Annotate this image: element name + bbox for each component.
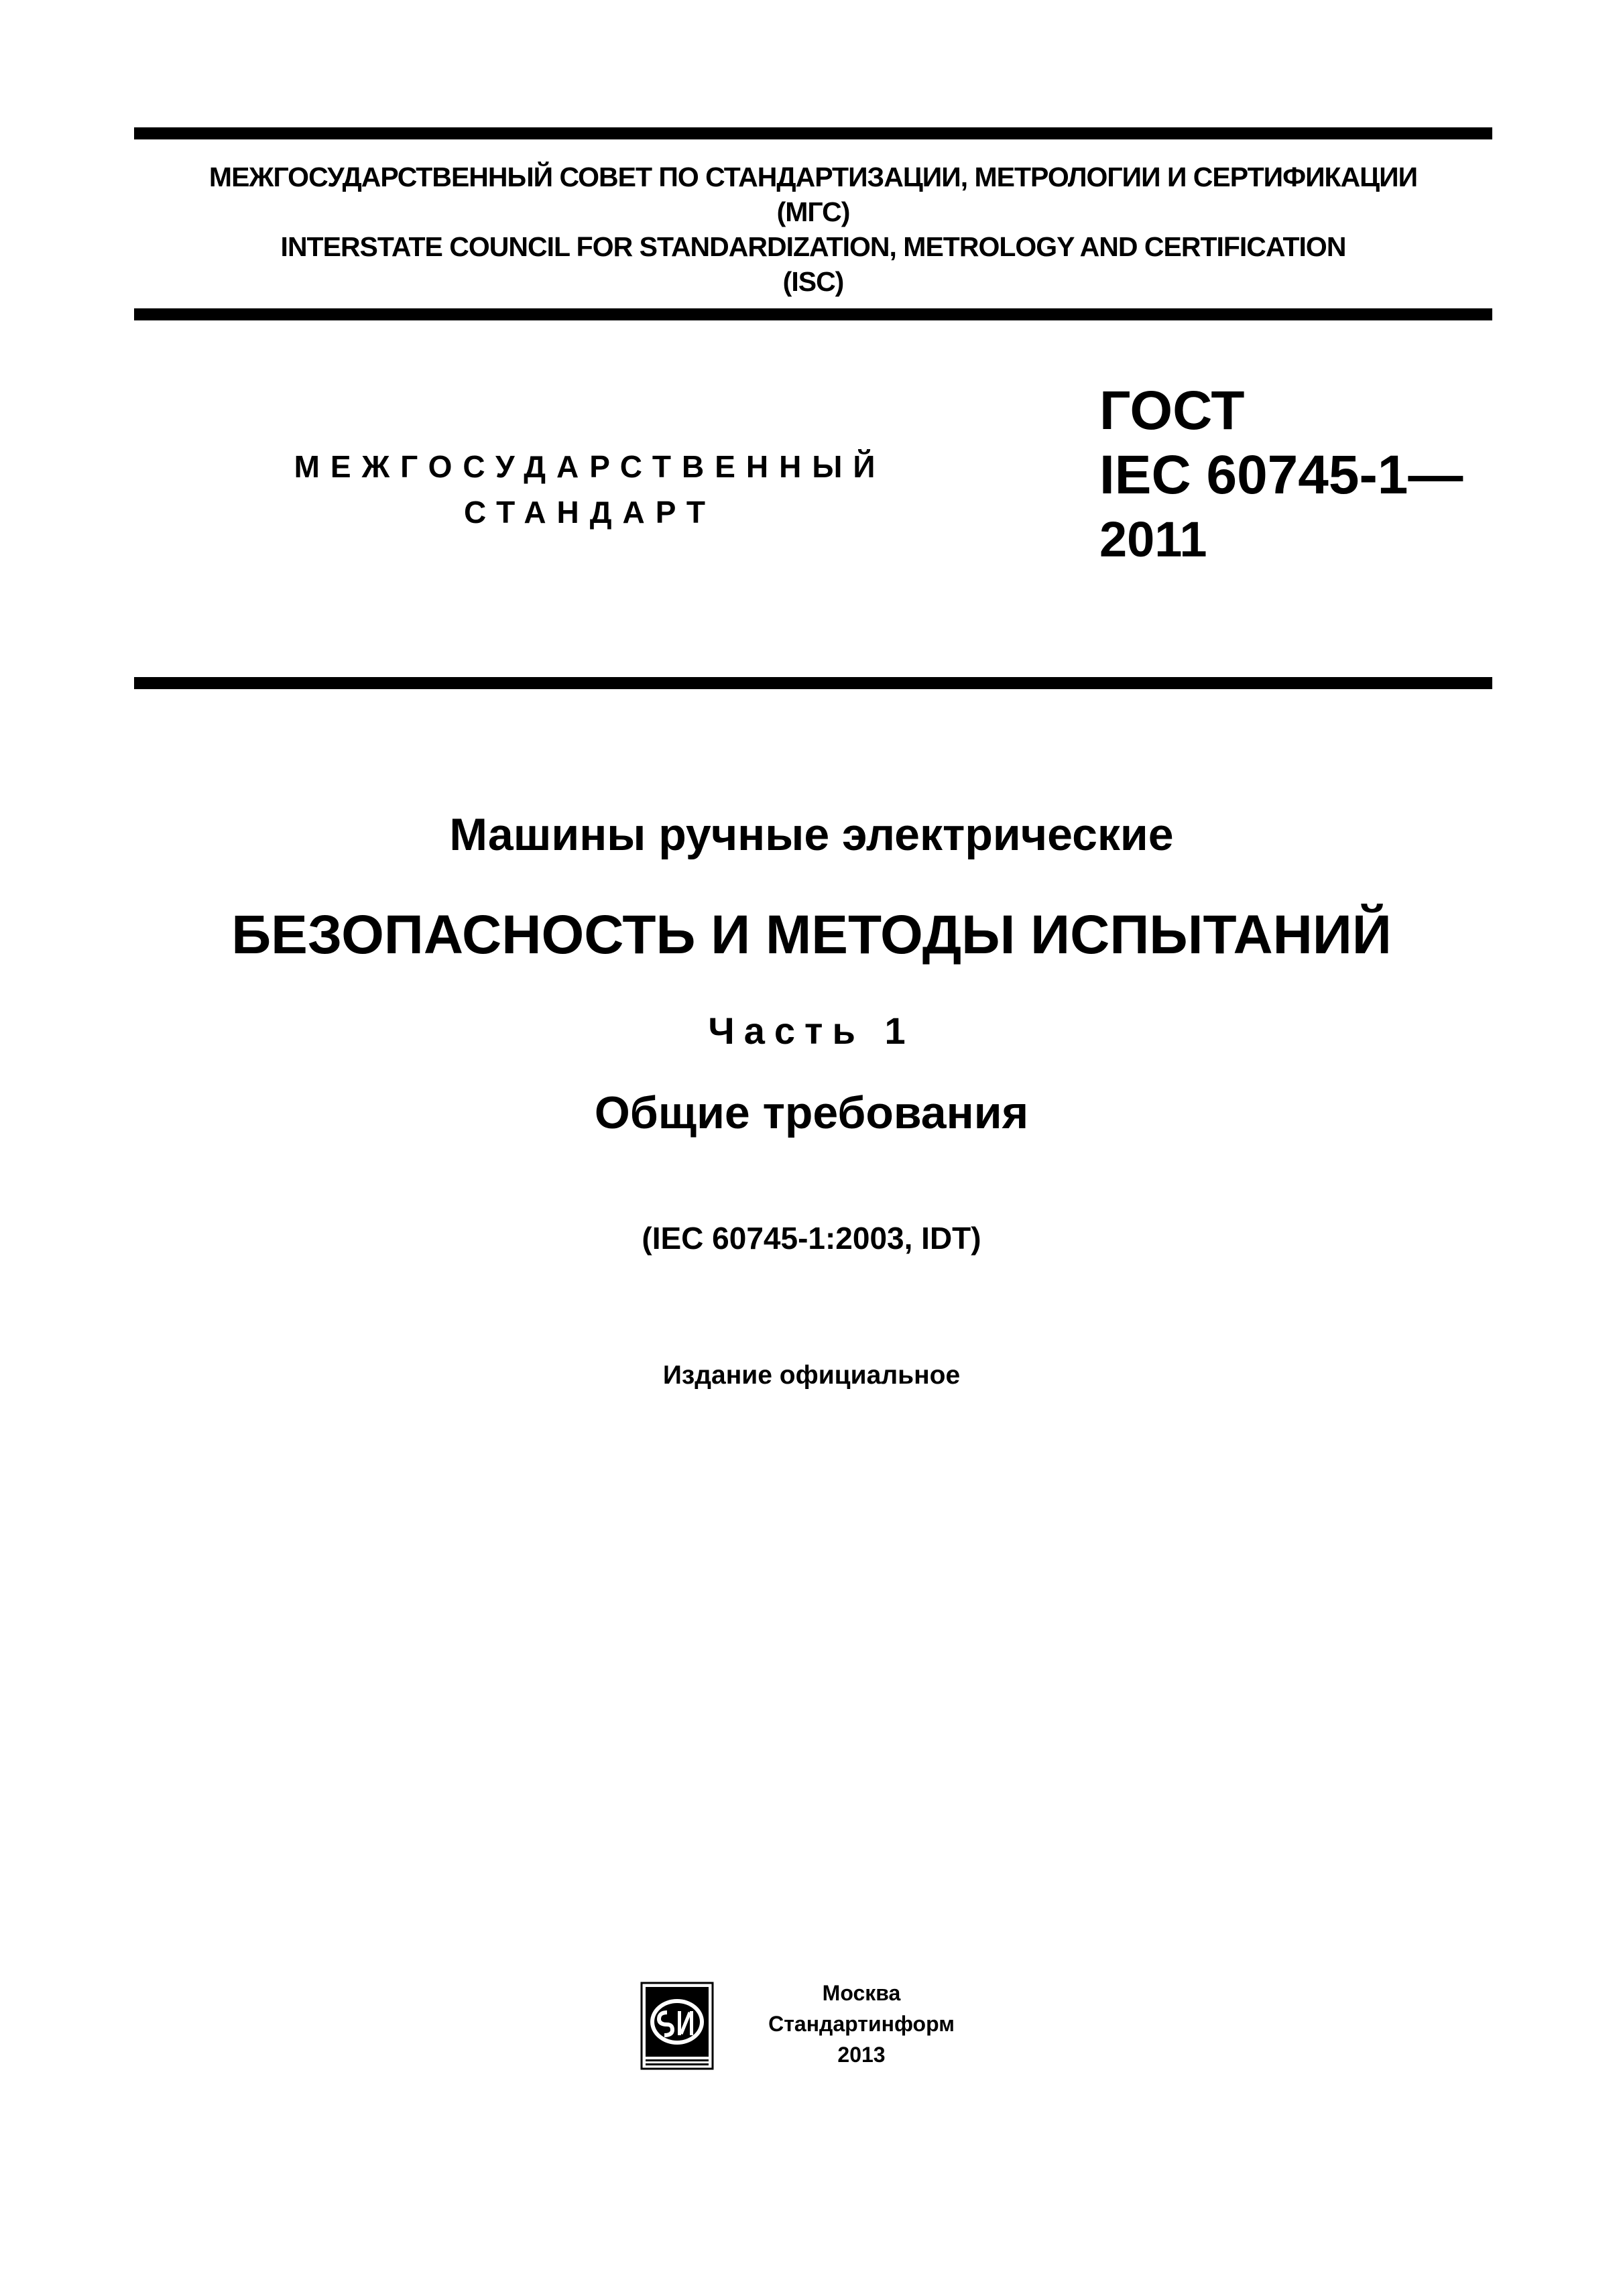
- publisher-block: [640, 1978, 989, 2078]
- designation-bottom-rule: [134, 677, 1492, 689]
- council-name-en: INTERSTATE COUNCIL FOR STANDARDIZATION, METROLOGY AND CERTIFICATION: [280, 231, 1346, 262]
- standard-type-line2: СТАНДАРТ: [464, 495, 716, 530]
- standard-type: [255, 444, 925, 535]
- publisher-year: 2013: [837, 2043, 886, 2067]
- council-header: [134, 160, 1492, 299]
- publisher-city: Москва: [822, 1981, 901, 2005]
- designation-gost: ГОСТ: [1099, 380, 1245, 441]
- standartinform-logo-icon: [640, 1982, 714, 2070]
- part-title: Общие требования: [594, 1087, 1029, 1138]
- edition-note: Издание официальное: [662, 1361, 961, 1390]
- council-name-ru: МЕЖГОСУДАРСТВЕННЫЙ СОВЕТ ПО СТАНДАРТИЗАЦИИ, МЕТРОЛОГИИ И СЕРТИФИКАЦИИ: [208, 162, 1418, 192]
- council-abbr-en: (ISC): [782, 266, 844, 297]
- document-part: Часть 1: [708, 1010, 915, 1052]
- document-title: БЕЗОПАСНОСТЬ И МЕТОДЫ ИСПЫТАНИЙ: [231, 904, 1392, 965]
- council-abbr-ru: (МГС): [776, 196, 850, 227]
- publisher-text: [741, 1978, 982, 2070]
- top-rule: [134, 127, 1492, 139]
- publisher-name: Стандартинформ: [768, 2012, 955, 2036]
- standard-type-line1: МЕЖГОСУДАРСТВЕННЫЙ: [294, 449, 886, 484]
- standard-designation: [1099, 379, 1463, 572]
- designation-number: IEC 60745-1—: [1099, 444, 1463, 505]
- iec-reference: (IEC 60745-1:2003, IDT): [642, 1221, 981, 1256]
- designation-year: 2011: [1099, 511, 1207, 567]
- document-subtitle: Машины ручные электрические: [449, 809, 1174, 860]
- header-bottom-rule: [134, 308, 1492, 320]
